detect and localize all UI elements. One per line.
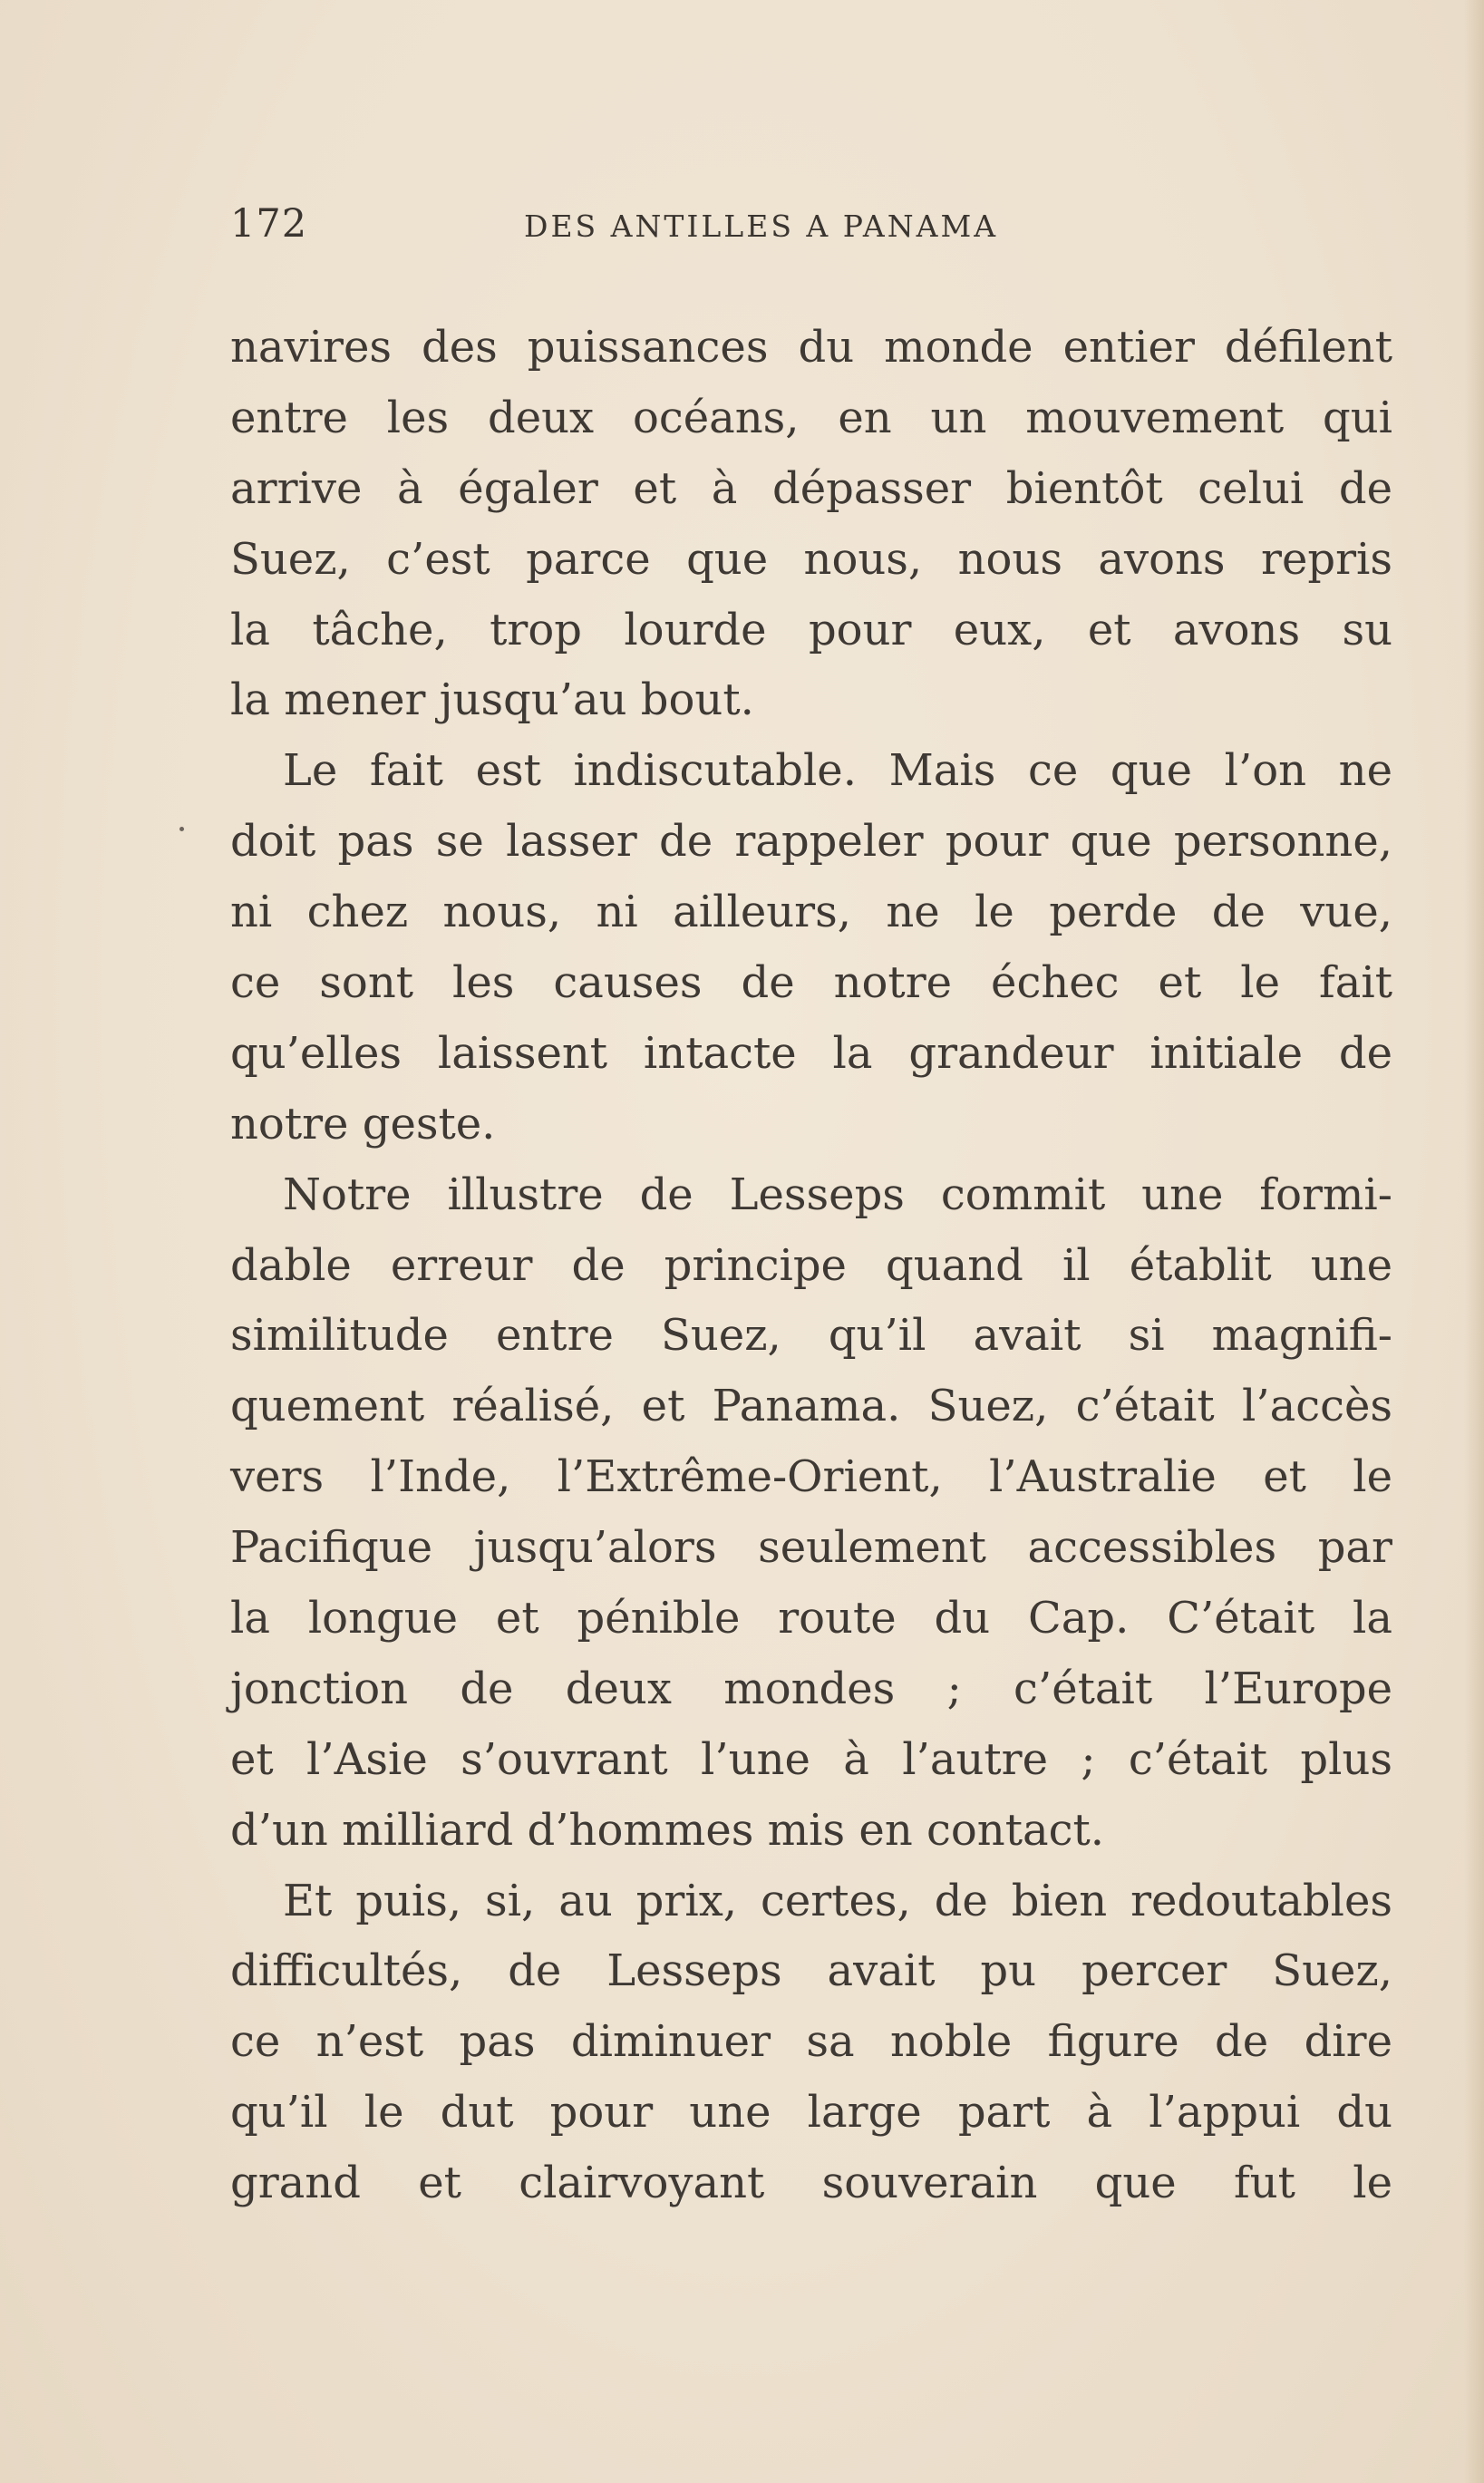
text-line: entre les deux océans, en un mouvement qui — [230, 392, 1392, 443]
text-line: ni chez nous, ni ailleurs, ne le perde de vue, — [230, 887, 1392, 938]
text-line: quement réalisé, et Panama. Suez, c’était l’accès — [230, 1381, 1392, 1432]
text-line: doit pas se lasser de rappeler pour que personne, — [230, 816, 1392, 868]
text-line: Et puis, si, au prix, certes, de bien redoutables — [283, 1875, 1392, 1926]
text-line: qu’elles laissent intacte la grandeur initiale de — [230, 1027, 1392, 1079]
paper-speck — [179, 827, 184, 831]
text-line: ce n’est pas diminuer sa noble figure de dire — [230, 2016, 1392, 2068]
text-line: d’un milliard d’hommes mis en contact. — [230, 1804, 1105, 1856]
text-line: Le fait est indiscutable. Mais ce que l’on ne — [283, 745, 1392, 797]
text-line: Suez, c’est parce que nous, nous avons repris — [230, 533, 1392, 585]
page-edge-shadow — [1464, 0, 1484, 2483]
text-line: dable erreur de principe quand il établit une — [230, 1239, 1392, 1291]
text-line: ce sont les causes de notre échec et le fait — [230, 957, 1392, 1009]
body-text — [230, 313, 1392, 2219]
text-line: similitude entre Suez, qu’il avait si magnifi- — [230, 1310, 1392, 1362]
text-line: la tâche, trop lourde pour eux, et avons su — [230, 604, 1392, 655]
text-line: vers l’Inde, l’Extrême-Orient, l’Australie et le — [230, 1451, 1392, 1503]
text-line: Pacifique jusqu’alors seulement accessibles par — [230, 1522, 1392, 1574]
text-line: et l’Asie s’ouvrant l’une à l’autre ; c’était plus — [230, 1733, 1392, 1785]
text-line: jonction de deux mondes ; c’était l’Europe — [230, 1663, 1392, 1714]
text-line: Notre illustre de Lesseps commit une formi- — [283, 1169, 1392, 1220]
text-line: navires des puissances du monde entier défilent — [230, 322, 1392, 373]
text-line: notre geste. — [230, 1098, 496, 1149]
running-title: DES ANTILLES A PANAMA — [524, 209, 999, 244]
text-line: arrive à égaler et à dépasser bientôt celui de — [230, 462, 1392, 514]
text-line: la longue et pénible route du Cap. C’était la — [230, 1593, 1392, 1644]
page-header — [230, 201, 1393, 256]
text-line: difficultés, de Lesseps avait pu percer Suez, — [230, 1945, 1392, 1997]
text-line: qu’il le dut pour une large part à l’appui du — [230, 2087, 1392, 2139]
page-number: 172 — [230, 201, 308, 247]
text-line: la mener jusqu’au bout. — [230, 674, 754, 726]
text-line: grand et clairvoyant souverain que fut le — [230, 2158, 1392, 2209]
